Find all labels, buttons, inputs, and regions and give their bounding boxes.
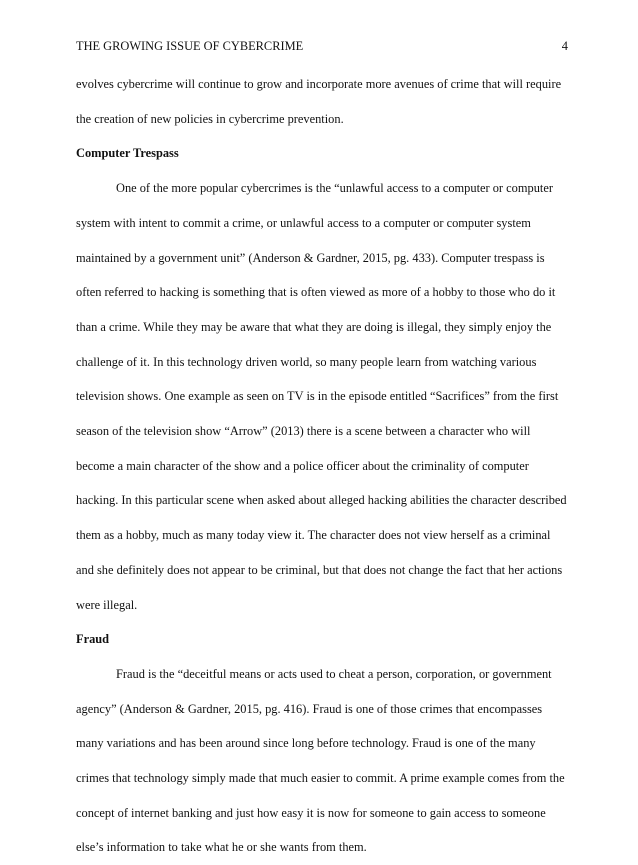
body-text bbox=[76, 67, 568, 865]
continuation-paragraph: evolves cybercrime will continue to grow and incorporate more avenues of crime that will require the creation of new policies in cybercrime prevention. bbox=[76, 77, 562, 126]
running-head: THE GROWING ISSUE OF CYBERCRIME bbox=[76, 39, 304, 53]
trespass-paragraph: One of the more popular cybercrimes is the “unlawful access to a computer or computer system with intent to commit a crime, or unlawful access to a computer or computer system maintained by a government unit” (Anderson & Gardner, 2015, pg. 433). Computer trespass is often referred to hacking is something that is often viewed as more of a hobby to those who do it than a crime. While they may be aware that what they are doing is illegal, they simply enjoy the challenge of it. In this technology driven world, so many people learn from watching various television shows. One example as seen on TV is in the episode entitled “Sacrifices” from the first season of the television show “Arrow” (2013) there is a scene between a character who will become a main character of the show and a police officer about the criminality of computer hacking. In this particular scene when asked about alleged hacking abilities the character described them as a hobby, much as many today view it. The character does not view herself as a criminal and she definitely does not appear to be criminal, but that does not change the fact that her actions were illegal. bbox=[76, 181, 567, 612]
fraud-paragraph: Fraud is the “deceitful means or acts used to cheat a person, corporation, or government agency” (Anderson & Gardner, 2015, pg. 416). Fraud is one of those crimes that encompasses many variations and has been around since long before technology. Fraud is one of the many crimes that technology simply made that much easier to commit. A prime example comes from the concept of internet banking and just how easy it is now for someone to gain access to someone else’s information to take what he or she wants from them. bbox=[76, 666, 565, 855]
heading-computer-trespass: Computer Trespass bbox=[76, 146, 179, 161]
heading-fraud: Fraud bbox=[76, 632, 110, 647]
page-header bbox=[76, 38, 568, 54]
page-number: 4 bbox=[561, 39, 568, 53]
